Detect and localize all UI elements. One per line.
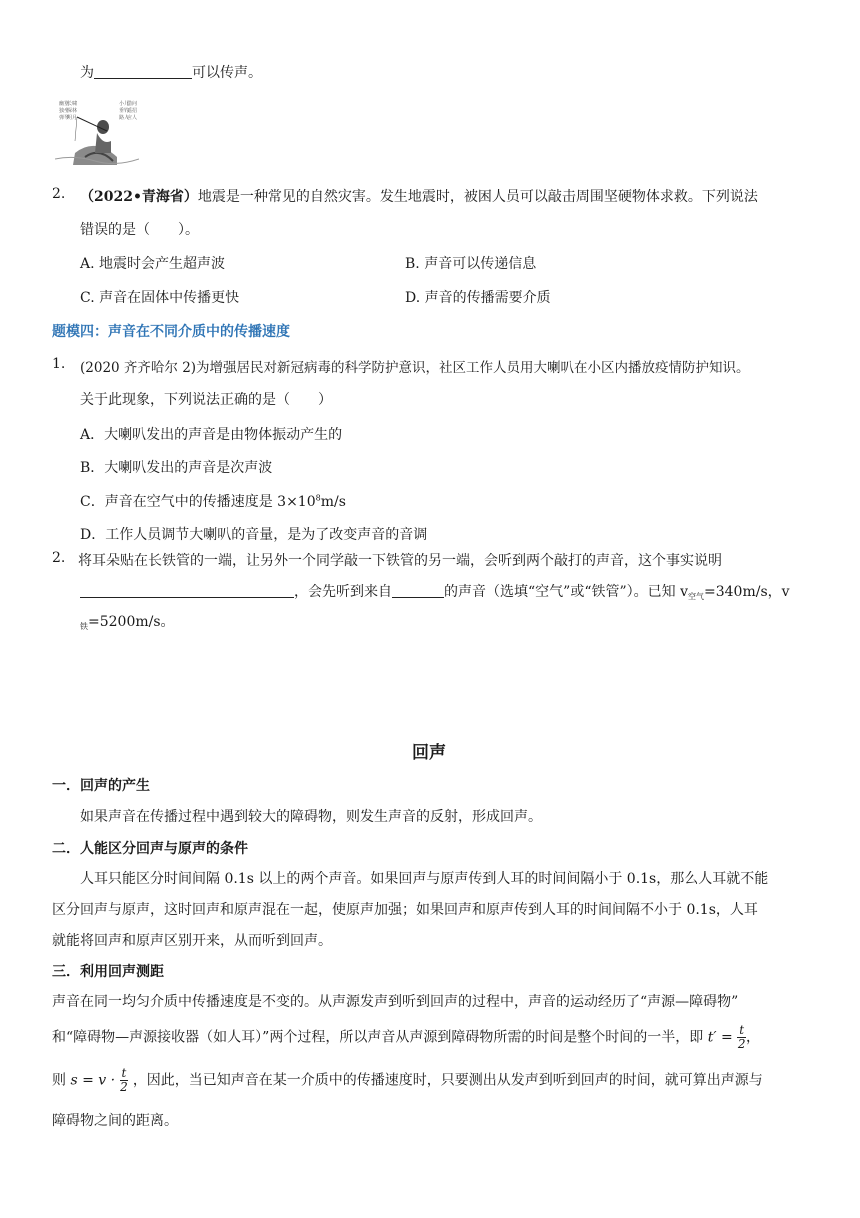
svg-text:遥招: 遥招 [127, 108, 138, 114]
echo-paragraph-3-line4: 障碍物之间的距离。 [52, 1113, 178, 1129]
formula-fraction-t-over-2: $\frac{t}{2}$ [737, 1023, 746, 1051]
option-d[interactable]: D. 声音的传播需要介质 [405, 290, 551, 306]
formula-t-prime: t′ = [707, 1029, 733, 1046]
poem-illustration [55, 97, 139, 165]
svg-text:弹琴: 弹琴 [59, 115, 70, 121]
fishing-figure-image [55, 97, 139, 165]
echo-paragraph-3-line3: 则 s = v · $\frac{t}{2}$ ，因此，当已知声音在某一介质中的传播速度时，只要测出从发声到听到回声的时间，就可算出声源与 [52, 1066, 763, 1094]
echo-paragraph-3-line2: 和“障碍物—声源接收器（如人耳）”两个过程，所以声音从声源到障碍物所需的时间是整个时间的一半，即 t′ = $\frac{t}{2}$ ， [52, 1023, 761, 1051]
fill-blank-line: 为 可以传声。 [80, 65, 262, 81]
svg-text:借问: 借问 [127, 101, 138, 107]
s4-q1-option-c[interactable]: C．声音在空气中的传播速度是 $3\times 10^8m/s$ [80, 493, 346, 510]
s4-question-2-num: 2. [52, 550, 66, 566]
s4-question-2-line3: $_铁$=5200m/s。 [80, 614, 175, 631]
svg-text:应人: 应人 [127, 115, 138, 121]
echo-title: 回声 [412, 743, 446, 763]
s4-question-1-num: 1. [52, 356, 66, 372]
option-c[interactable]: C. 声音在固体中传播更快 [80, 290, 240, 306]
answer-blank-2[interactable] [392, 583, 444, 598]
echo-paragraph-2-line1: 人耳只能区分时间间隔 0.1s 以上的两个声音。如果回声与原声传到人耳的时间间隔小于 0.1s，那么人耳就不能 [80, 871, 769, 887]
answer-blank[interactable] [94, 64, 192, 79]
question-2: 2. [52, 186, 66, 202]
option-a[interactable]: A. 地震时会产生超声波 [80, 256, 226, 272]
question-2-stem: （2022•青海省）地震是一种常见的自然灾害。发生地震时，被困人员可以敲击周围坚硬物体求救。下列说法 [80, 189, 758, 205]
echo-heading-2: 二．人能区分回声与原声的条件 [52, 841, 248, 857]
answer-blank-1[interactable] [80, 583, 294, 598]
formula-fraction-t-over-2: $\frac{t}{2}$ [120, 1066, 128, 1094]
echo-paragraph-3-line1: 声音在同一均匀介质中传播速度是不变的。从声源发声到听到回声的过程中，声音的运动经历了“声源—障碍物” [52, 994, 739, 1010]
svg-text:长啸: 长啸 [67, 101, 78, 107]
echo-paragraph-2-line2: 区分回声与原声，这时回声和原声混在一起，使原声加强；如果回声和原声传到人耳的时间间隔不小于 0.1s，人耳 [52, 902, 758, 918]
formula-s: s = v · [70, 1072, 116, 1089]
svg-text:独坐: 独坐 [59, 108, 70, 114]
svg-text:小儿: 小儿 [119, 101, 130, 107]
s4-question-2-line2: ，会先听到来自 的声音（选填“空气”或“铁管”）。已知 $v_{空气}=340m/s$，v [80, 581, 790, 602]
svg-text:明月: 明月 [67, 115, 78, 121]
s4-question-1-stem-line2: 关于此现象，下列说法正确的是（ ） [80, 392, 332, 408]
s4-q1-option-d[interactable]: D．工作人员调节大喇叭的音量，是为了改变声音的音调 [80, 527, 428, 543]
option-b[interactable]: B. 声音可以传递信息 [405, 256, 537, 272]
echo-paragraph-1: 如果声音在传播过程中遇到较大的障碍物，则发生声音的反射，形成回声。 [80, 809, 542, 825]
echo-paragraph-2-line3: 就能将回声和原声区别开来，从而听到回声。 [52, 933, 332, 949]
question-2-stem-line2: 错误的是（ ）。 [80, 222, 199, 238]
s4-q1-option-b[interactable]: B．大喇叭发出的声音是次声波 [80, 460, 273, 476]
svg-text:深林: 深林 [67, 108, 78, 114]
s4-question-2-stem: 将耳朵贴在长铁管的一端，让另外一个同学敲一下铁管的另一端，会听到两个敲打的声音，这个事实说明 [78, 553, 722, 569]
svg-text:幽篁: 幽篁 [59, 101, 70, 107]
echo-heading-1: 一．回声的产生 [52, 778, 150, 794]
section-4-title: 题模四：声音在不同介质中的传播速度 [52, 324, 290, 340]
s4-question-1-stem: (2020 齐齐哈尔 2)为增强居民对新冠病毒的科学防护意识，社区工作人员用大喇叭在小区内播放疫情防护知识。 [80, 360, 750, 376]
svg-text:路人: 路人 [119, 115, 130, 121]
echo-heading-3: 三．利用回声测距 [52, 964, 164, 980]
svg-text:垂钓: 垂钓 [119, 108, 130, 114]
s4-q1-option-a[interactable]: A．大喇叭发出的声音是由物体振动产生的 [80, 427, 343, 443]
